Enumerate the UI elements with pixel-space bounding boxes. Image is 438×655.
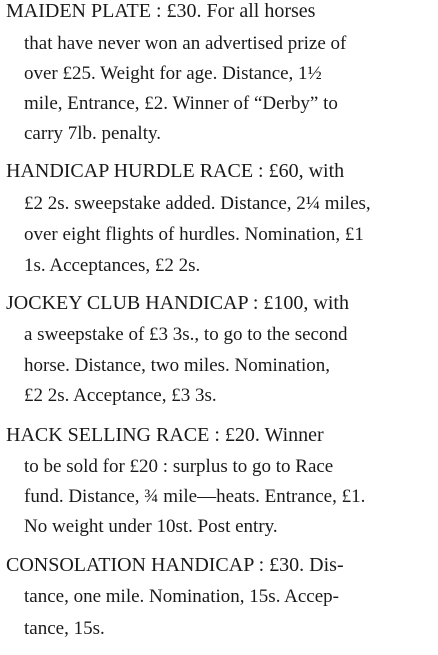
entry-line: horse. Distance, two miles. Nomination,: [24, 355, 331, 376]
entry-line: tance, 15s.: [24, 618, 105, 639]
entry-line: over eight flights of hurdles. Nomination, £1: [24, 224, 364, 245]
entry-line: No weight under 10st. Post entry.: [24, 516, 278, 537]
entry-line: HACK SELLING RACE : £20. Winner: [6, 424, 324, 446]
entry-line: £2 2s. sweepstake added. Distance, 2¼ miles,: [24, 193, 371, 214]
entry-line: that have never won an advertised prize of: [24, 33, 347, 54]
entry-line: fund. Distance, ¾ mile—heats. Entrance, £1.: [24, 486, 366, 507]
entry-line: to be sold for £20 : surplus to go to Race: [24, 456, 334, 477]
entry-line: over £25. Weight for age. Distance, 1½: [24, 63, 322, 84]
entry-line: mile, Entrance, £2. Winner of “Derby” to: [24, 93, 338, 114]
entry-line: £2 2s. Acceptance, £3 3s.: [24, 385, 217, 406]
entry-line: MAIDEN PLATE : £30. For all horses: [6, 0, 316, 22]
entry-line: tance, one mile. Nomination, 15s. Accep-: [24, 586, 339, 607]
entry-line: CONSOLATION HANDICAP : £30. Dis-: [6, 554, 344, 576]
entry-line: JOCKEY CLUB HANDICAP : £100, with: [6, 292, 349, 314]
entry-line: HANDICAP HURDLE RACE : £60, with: [6, 160, 345, 182]
entry-line: carry 7lb. penalty.: [24, 123, 161, 144]
entry-line: 1s. Acceptances, £2 2s.: [24, 255, 201, 276]
entry-line: a sweepstake of £3 3s., to go to the second: [24, 324, 348, 345]
